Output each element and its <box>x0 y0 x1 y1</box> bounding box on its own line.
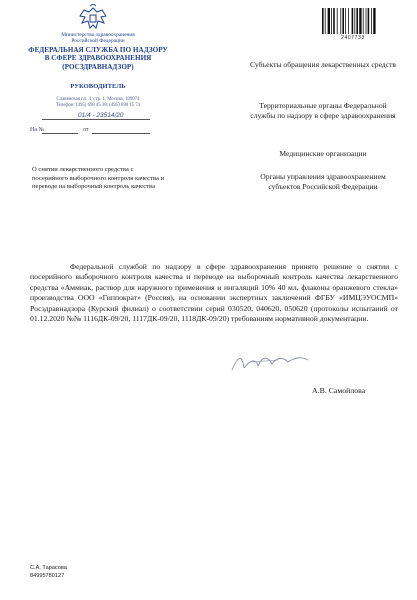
reference-number-line <box>42 133 78 134</box>
reference-number-label: На № <box>30 127 45 133</box>
letter-body: Федеральной службой по надзору в сфере здравоохранения принято решение о снятии с посерийного выборочного контроля качества и переводе на выборочный контроль качества лекарственного средства «Аммиак, раствор для наружного применения и ингаляций 10% 40 мл, флаконы оранжевого стекла» производства ООО «Гиппократ» (Россия), на основании экспертных заключений ФГБУ «ИМЦЭУОСМП» Росздравнадзора (Курский филиал) о соответствии серий 030520, 040620, 050620 (протоколы испытаний от 01.12.2020 №№ 1116ДК-09/20, 1117ДК-09/20, 1118ДК-09/20) требованиям нормативной документации. <box>30 262 398 324</box>
barcode-number: 2407733 <box>341 35 365 41</box>
ministry-name <box>18 32 178 44</box>
ministry-line-1: Министерство здравоохранения <box>61 32 135 38</box>
coat-of-arms-icon <box>76 4 110 34</box>
reference-from-label: от <box>83 127 89 133</box>
handwritten-signature <box>228 350 328 376</box>
service-line-2: В СФЕРЕ ЗДРАВООХРАНЕНИЯ <box>44 54 152 63</box>
recipient-4: Органы управления здравоохранением субъектов Российской Федерации <box>260 172 386 191</box>
barcode <box>322 8 384 34</box>
recipient-2: Территориальные органы Федеральной службы по надзору в сфере здравоохранения <box>250 101 396 120</box>
recipient-3: Медицинские организации <box>279 149 367 158</box>
service-line-1: ФЕДЕРАЛЬНАЯ СЛУЖБА ПО НАДЗОРУ <box>28 46 168 54</box>
reference-date-line <box>92 133 150 134</box>
ministry-line-2: Российской Федерации <box>71 38 125 45</box>
recipient-1: Субъекты обращения лекарственных средств <box>249 60 397 69</box>
contact-info <box>18 97 178 109</box>
signer-name: А.В. Самойлова <box>312 386 366 395</box>
letter-subject: О снятии лекарственного средства с посерийного выборочного контроля качества и переводе на выборочный контроль качества <box>32 166 165 191</box>
executor-name: С.А. Тарасова <box>30 565 67 571</box>
executor-phone: 84995780127 <box>30 573 65 579</box>
registration-number: 01/4 - 23514/20 <box>78 112 124 119</box>
service-name <box>18 46 178 71</box>
service-line-3: (РОСЗДРАВНАДЗОР) <box>62 62 134 71</box>
phone-line: Телефон: (495) 698 45 38; (495) 698 15 74 <box>55 103 141 108</box>
registration-underline <box>42 119 150 120</box>
head-title: РУКОВОДИТЕЛЬ <box>70 83 126 90</box>
address-line: Славянская пл. 4, стр. 1, Москва, 109074 <box>56 97 140 102</box>
